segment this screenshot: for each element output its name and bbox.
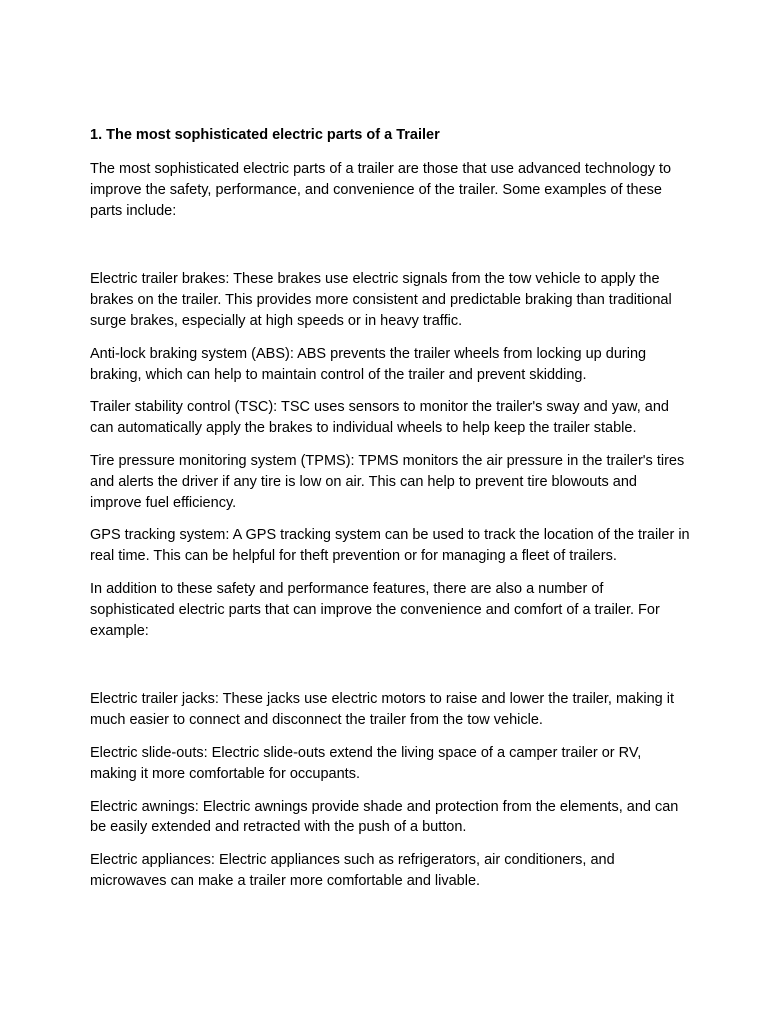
spacer	[90, 233, 690, 269]
intro-paragraph: The most sophisticated electric parts of a trailer are those that use advanced technology to improve the safety, performance, and convenience of the trailer. Some examples of these parts include:	[90, 161, 672, 219]
safety-item-tpms: Tire pressure monitoring system (TPMS): TPMS monitors the air pressure in the trailer's tires and alerts the driver if any tire is low on air. This can help to prevent tire blowouts and improve fuel efficiency.	[90, 452, 685, 511]
safety-item-tsc: Trailer stability control (TSC): TSC uses sensors to monitor the trailer's sway and yaw, and can automatically apply the brakes to individual wheels to help keep the trailer stable.	[90, 399, 669, 437]
section-heading: 1. The most sophisticated electric parts of a Trailer	[90, 127, 440, 143]
safety-item-electric-brakes: Electric trailer brakes: These brakes use electric signals from the tow vehicle to apply the brakes on the trailer. This provides more consistent and predictable braking than traditional surge brakes, especially at high speeds or in heavy traffic.	[90, 271, 672, 329]
safety-item-abs: Anti-lock braking system (ABS): ABS prevents the trailer wheels from locking up during braking, which can help to maintain control of the trailer and prevent skidding.	[90, 345, 647, 383]
transition-paragraph: In addition to these safety and performance features, there are also a number of sophisticated electric parts that can improve the convenience and comfort of a trailer. For example:	[90, 580, 660, 639]
comfort-item-slide-outs: Electric slide-outs: Electric slide-outs extend the living space of a camper trailer or RV, making it more comfortable for occupants.	[90, 744, 642, 782]
safety-item-gps: GPS tracking system: A GPS tracking system can be used to track the location of the trailer in real time. This can be helpful for theft prevention or for managing a fleet of trailers.	[90, 527, 690, 565]
document-page	[90, 125, 690, 904]
comfort-item-awnings: Electric awnings: Electric awnings provide shade and protection from the elements, and can be easily extended and retracted with the push of a button.	[90, 798, 679, 836]
spacer	[90, 653, 690, 689]
comfort-item-appliances: Electric appliances: Electric appliances such as refrigerators, air conditioners, and microwaves can make a trailer more comfortable and livable.	[90, 852, 615, 889]
comfort-item-jacks: Electric trailer jacks: These jacks use electric motors to raise and lower the trailer, making it much easier to connect and disconnect the trailer from the tow vehicle.	[90, 691, 674, 729]
